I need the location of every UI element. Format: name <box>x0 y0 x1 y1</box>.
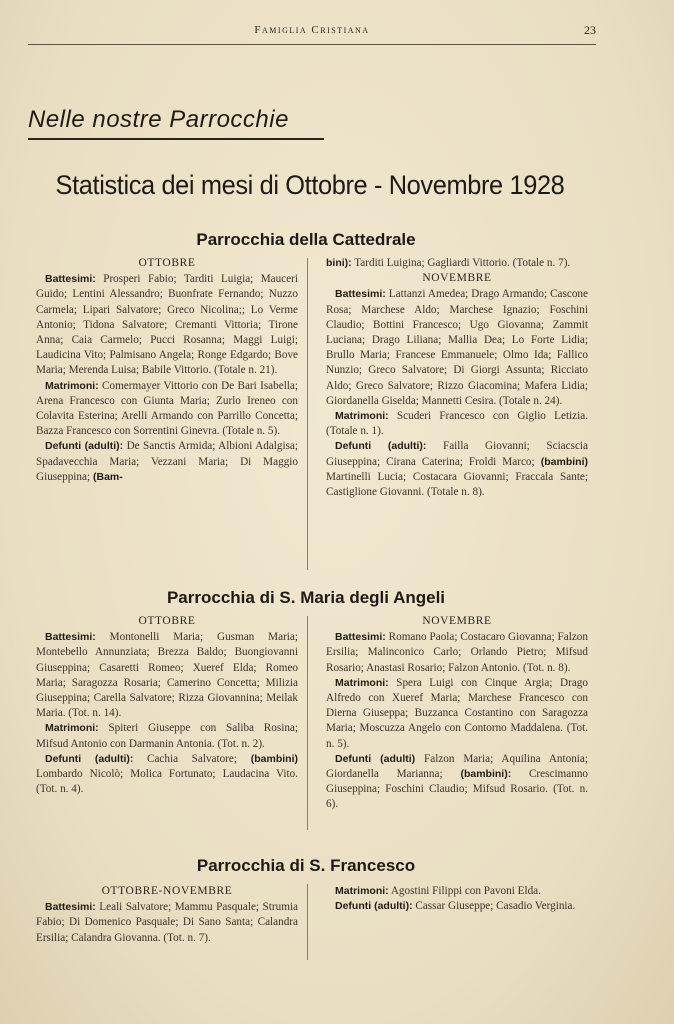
record-entry <box>36 439 298 485</box>
entry-label: (bambini): <box>442 768 512 781</box>
entry-text: Failla Giovanni; Sciacscia Giuseppina; Cirana Caterina; Froldi Marco; <box>326 440 588 468</box>
parish-column-left <box>36 256 298 485</box>
entry-text: Romano Paola; Costacaro Giovanna; Falzon Ersilia; Malinconico Carlo; Orlando Pietro; Mifsud Rosario; Anastasi Rosario; Falzon Antonio. (Tot. n. 8). <box>326 631 588 674</box>
entry-label: Matrimoni: <box>45 722 99 735</box>
running-head <box>28 22 596 45</box>
parish-title: Parrocchia di S. Maria degli Angeli <box>166 588 446 607</box>
parish-column-right <box>326 614 588 813</box>
parish-column-left <box>36 884 298 946</box>
entry-text: Crescimanno Giuseppina; Foschini Claudio; Mifsud Rosario. (Tot. n. 6). <box>326 768 589 811</box>
entry-text: Spera Luigi con Cinque Argia; Drago Alfredo con Xueref Maria; Marchese Francesco con Dierna Giuseppa; Buzzanca Costantino con Saragozza Maria; Moscuzza Angelo con Contorno Maddalena. (Tot. n. 5). <box>326 676 588 750</box>
parish-column-right <box>326 884 588 914</box>
column-divider <box>307 616 308 830</box>
record-entry <box>326 409 588 439</box>
entry-text: Martinelli Lucia; Costacara Giovanni; Fraccala Sante; Castiglione Giovanni. (Totale n. 8). <box>326 470 588 499</box>
entry-text: Cachia Salvatore; <box>133 752 238 765</box>
column-divider <box>307 258 308 570</box>
entry-label: Matrimoni: <box>335 410 389 423</box>
entry-label: Defunti (adulti): <box>45 440 124 453</box>
entry-text: Cassar Giuseppe; Casadio Verginia. <box>412 900 576 913</box>
entry-label: (Bam- <box>90 470 123 483</box>
entry-text: Tarditi Luigina; Gagliardi Vittorio. (Totale n. 7). <box>351 257 571 269</box>
entry-text: Falzon Maria; Aquilina Antonia; Giordanella Marianna; <box>326 752 588 781</box>
section-title: Nelle nostre Parrocchie <box>28 106 289 133</box>
record-entry <box>326 439 588 500</box>
entry-label: Battesimi: <box>335 631 386 644</box>
entry-text: Agostini Filippi con Pavoni Elda. <box>388 885 541 897</box>
entry-text: Scuderi Francesco con Giglio Letizia. (Totale n. 1). <box>326 410 588 438</box>
entry-text: Spiteri Giuseppe con Saliba Rosina; Mifsud Antonio con Darmanin Antonia. (Tot. n. 2). <box>36 722 298 750</box>
record-entry <box>36 630 298 721</box>
parish-column-left <box>36 614 298 797</box>
entry-label: Battesimi: <box>45 901 96 914</box>
entry-label: Defunti (adulti): <box>335 440 427 453</box>
section-underline <box>28 138 324 140</box>
entry-text: Comermayer Vittorio con De Bari Isabella; Arena Francesco con Giunta Maria; Zurlo Ireneo con Colavita Esterina; Arelli Armando con Parrillo Concetta; Bazza Francesco con Sorrentini Ginevra. (Totale n. 5). <box>36 379 298 438</box>
entry-text: Lattanzi Amedea; Drago Armando; Cascone Rosa; Marchese Aldo; Marchese Ignazio; Foschini Claudio; Bottini Francesco; Ugo Giovanna; Zammit Luciana; Drago Liliana; Mallia Dea; Lo Forte Lidia; Brullo Maria; Francese Emmanuele; Olmo Ida; Fallico Nunzio; Greco Salvatore; Di Giorgi Assunta; Ricciato Aldo; Greco Salvatore; Rizzo Giacomina; Mafera Lidia; Giordanella Giselda; Mannetti Cesira. (Totale n. 24). <box>326 288 588 407</box>
entry-label: Battesimi: <box>45 631 96 644</box>
entry-text: Leali Salvatore; Mammu Pasquale; Strumia Fabio; Di Domenico Pasquale; Di Sano Santa; Calandra Ersilia; Calandra Giovanna. (Tot. n. 7). <box>36 901 298 944</box>
journal-name: Famiglia Cristiana <box>254 24 370 36</box>
record-entry <box>36 721 298 751</box>
entry-text: De Sanctis Armida; Albioni Adalgisa; Spadavecchia Maria; Vezzani Maria; Di Maggio Giuseppina; <box>36 440 298 483</box>
entry-text: Lombardo Nicolò; Molica Fortunato; Laudacina Vito. (Tot. n. 4). <box>36 768 298 796</box>
entry-label: (bambini) <box>237 752 298 765</box>
parish-title: Parrocchia di S. Francesco <box>196 856 416 875</box>
record-entry <box>36 272 298 378</box>
entry-label: Defunti (adulti): <box>335 900 413 913</box>
record-entry <box>36 752 298 798</box>
entry-label: (bambini) <box>534 455 588 468</box>
record-entry <box>326 899 588 914</box>
page-number: 23 <box>584 23 596 37</box>
entry-text: Montonelli Maria; Gusman Maria; Montebello Annunziata; Brezza Baldo; Buongiovanni Giuseppina; Casaretti Romeo; Xueref Elda; Romeo Maria; Saragozza Rosaria; Camerino Concetta; Milizia Giuseppina; Carella Salvatore; Rizza Giovannina; Meilak Maria. (Tot. n. 14). <box>36 631 298 720</box>
month-heading: NOVEMBRE <box>422 615 492 627</box>
main-title: Statistica dei mesi di Ottobre - Novembre 1928 <box>55 170 565 200</box>
entry-label: bini): <box>326 257 352 269</box>
entry-label: Defunti (adulti) <box>335 752 416 765</box>
entry-label: Defunti (adulti): <box>45 752 134 765</box>
record-entry <box>326 676 588 752</box>
parish-column-right <box>326 256 588 500</box>
column-divider <box>307 884 308 960</box>
parish-title: Parrocchia della Cattedrale <box>196 230 416 249</box>
entry-label: Battesimi: <box>45 273 96 286</box>
record-entry <box>36 900 298 946</box>
entry-text: Prosperi Fabio; Tarditi Luigia; Mauceri Guido; Lentini Alessandro; Buonfrate Fernando; Nuzzo Carmela; Lipari Salvatore; Greco Nicolina;; Lo Verme Antonio; Tidona Salvatore; Cremanti Vittoria; Tirone Anna; Caia Carmelo; Pucci Rosanna; Maggi Luigi; Laudicina Vito; Palmisano Angela; Ronge Edgardo; Bove Maria; Merenda Luisa; Babile Vittorio. (Totale n. 21). <box>36 273 298 377</box>
entry-label: Matrimoni: <box>335 885 389 897</box>
record-entry <box>326 256 588 271</box>
entry-label: Battesimi: <box>335 288 386 301</box>
month-heading: OTTOBRE <box>138 615 196 627</box>
entry-label: Matrimoni: <box>45 379 99 392</box>
record-entry <box>326 752 588 813</box>
month-heading: NOVEMBRE <box>422 272 492 285</box>
record-entry <box>326 884 588 899</box>
record-entry <box>326 287 588 409</box>
entry-label: Matrimoni: <box>335 676 389 689</box>
month-heading: OTTOBRE-NOVEMBRE <box>101 885 233 897</box>
month-heading: OTTOBRE <box>138 257 196 269</box>
record-entry <box>326 630 588 676</box>
record-entry <box>36 379 298 440</box>
